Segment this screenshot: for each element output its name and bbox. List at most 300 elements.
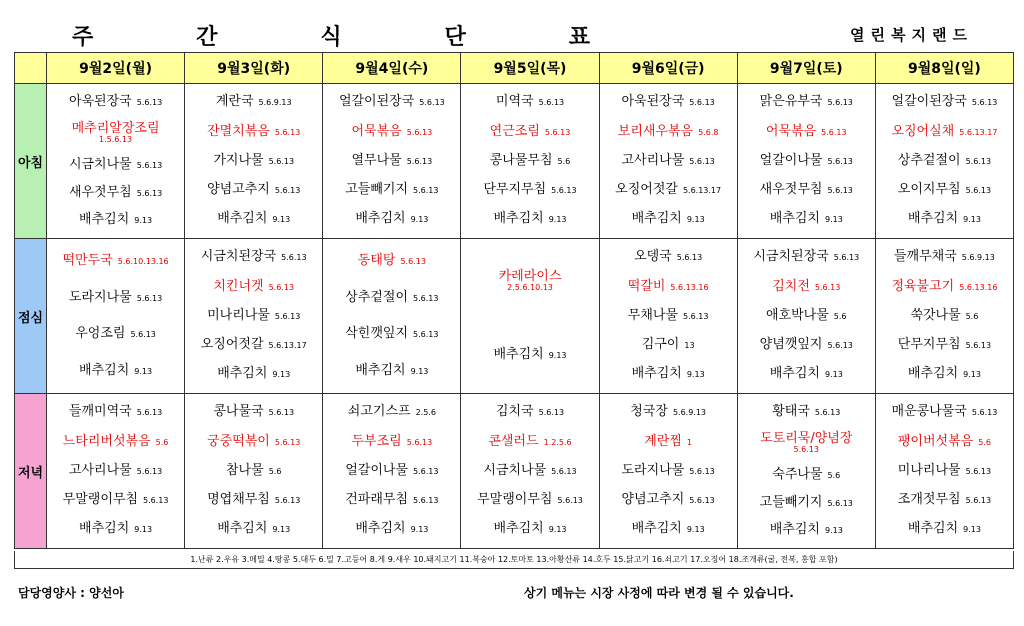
allergen-codes: 5.6.13 — [413, 466, 439, 476]
allergen-codes: 5.6.13 — [400, 257, 426, 267]
allergen-codes: 5.6.13.16 — [959, 282, 998, 292]
dish-item — [742, 309, 871, 323]
dish-list — [738, 396, 875, 546]
allergen-codes: 5.6.13 — [544, 127, 571, 137]
dish-name: 배추김치 — [355, 362, 406, 378]
dish-item — [880, 464, 1009, 478]
dish-name: 배추김치 — [79, 362, 130, 378]
allergen-codes: 5.6.13 — [965, 496, 992, 505]
allergen-codes: 5.6.13 — [274, 437, 301, 447]
dish-list — [461, 86, 598, 236]
menu-cell — [185, 394, 323, 549]
dish-item — [604, 250, 733, 264]
allergen-codes: 9.13 — [134, 216, 153, 226]
menu-cell — [599, 394, 737, 549]
dish-item — [189, 338, 318, 352]
dish-name: 조개젓무침 — [897, 492, 961, 507]
dish-name: 보리새우볶음 — [617, 123, 694, 139]
allergen-codes: 5.6.13 — [965, 186, 992, 195]
dish-list — [323, 241, 460, 391]
allergen-codes: 5.6.13 — [268, 282, 295, 292]
dish-list — [185, 241, 322, 391]
dish-name: 애호박나물 — [766, 307, 829, 323]
dish-item — [189, 154, 318, 168]
meal-label: 아침 — [15, 84, 47, 239]
dish-name: 단무지무침 — [897, 337, 961, 352]
main-dish-item — [189, 280, 318, 294]
organization-name: 열린복지랜드 — [850, 26, 973, 44]
dish-name: 무말랭이무침 — [477, 492, 553, 507]
allergen-codes: 5.6.13 — [406, 437, 433, 447]
dish-name: 삭힌깻잎지 — [345, 326, 409, 342]
dish-list — [461, 396, 598, 546]
dish-list — [738, 86, 875, 236]
allergen-codes: 5.6.10.13.16 — [117, 257, 169, 267]
allergen-codes: 5.6.13 — [413, 293, 439, 303]
dish-name: 고들빼기지 — [759, 494, 823, 510]
dish-name: 도토리묵/양념장 — [760, 431, 853, 446]
main-dish-item — [189, 125, 318, 139]
dish-item — [327, 212, 456, 226]
dish-list — [876, 396, 1013, 546]
dish-name: 배추김치 — [493, 346, 544, 362]
dish-item — [189, 250, 318, 264]
dish-list — [47, 396, 184, 546]
allergen-codes: 9.13 — [548, 215, 567, 225]
allergen-codes: 5.6.13.17 — [682, 186, 722, 195]
title-char: 단 — [444, 25, 468, 50]
allergen-codes: 5.6.13 — [965, 341, 992, 350]
dish-name: 명엽채무침 — [207, 492, 270, 507]
dish-item — [465, 212, 594, 226]
allergen-legend: 1.난류 2.우유 3.메밀 4.땅콩 5.대두 6.밀 7.고등어 8.게 9.새우 10.돼지고기 11.복숭아 12.토마토 13.아황산류 14.호두 15.닭고기 16.쇠고기 17.오징어 18.조개류(굴, 전복, 홍합 포함) — [14, 551, 1014, 569]
dish-item — [742, 405, 871, 419]
menu-cell — [599, 239, 737, 394]
dish-name: 계란국 — [215, 94, 254, 110]
dish-item — [51, 464, 180, 478]
dish-name: 고사리나물 — [68, 462, 132, 478]
allergen-codes: 5.6 — [965, 311, 979, 321]
allergen-codes: 5.6 — [827, 471, 841, 481]
allergen-codes: 9.13 — [963, 525, 981, 535]
dish-name: 새우젓무침 — [68, 184, 132, 200]
dish-name: 고사리나물 — [621, 152, 685, 168]
dish-item — [880, 183, 1009, 197]
dish-name: 배추김치 — [631, 521, 682, 537]
dish-item — [742, 95, 871, 109]
dish-item — [604, 212, 733, 226]
dish-name: 연근조림 — [489, 123, 540, 139]
allergen-codes: 5.6.13 — [413, 330, 439, 340]
dish-name: 메추리알장조림 — [71, 121, 160, 136]
dish-name: 오이지무침 — [897, 182, 961, 197]
allergen-codes: 5.6.13 — [821, 127, 847, 137]
dish-item — [880, 212, 1009, 226]
day-header: 9월3일(화) — [185, 53, 323, 84]
allergen-codes: 5.6.8 — [698, 127, 719, 137]
main-dish-item — [465, 125, 594, 139]
allergen-codes: 9.13 — [824, 215, 843, 225]
dish-item — [189, 309, 318, 323]
dish-name: 배추김치 — [217, 521, 268, 537]
dish-name: 배추김치 — [907, 366, 959, 382]
day-header: 9월4일(수) — [323, 53, 461, 84]
allergen-codes: 9.13 — [548, 525, 567, 535]
dish-item — [880, 522, 1009, 536]
dish-name: 정육불고기 — [891, 278, 955, 294]
dish-item — [742, 183, 871, 197]
meal-row — [15, 394, 1014, 549]
dish-name: 카레라이스 — [498, 269, 562, 285]
allergen-codes: 5.6.13 — [965, 466, 992, 476]
dish-name: 김구이 — [641, 337, 680, 352]
dish-item — [880, 367, 1009, 381]
dish-item — [465, 522, 594, 536]
allergen-codes: 5.6.13.17 — [268, 341, 307, 350]
dish-item — [465, 493, 594, 507]
dish-item — [51, 186, 180, 200]
dish-item — [604, 183, 733, 197]
dish-name: 양념고추지 — [621, 492, 685, 507]
main-dish-item — [880, 435, 1009, 449]
allergen-codes: 1 — [686, 437, 693, 447]
dish-name: 청국장 — [630, 404, 668, 420]
menu-cell — [185, 239, 323, 394]
allergen-codes: 5.6.13 — [406, 156, 433, 166]
title-char: 간 — [196, 25, 220, 50]
dish-name: 미나리나물 — [897, 462, 961, 478]
dish-item — [327, 464, 456, 478]
dish-item — [604, 493, 733, 507]
dish-item — [327, 364, 456, 378]
dish-name: 양념깻잎지 — [759, 337, 823, 352]
dish-item — [51, 95, 180, 109]
dish-name: 고들빼기지 — [345, 182, 409, 197]
menu-cell — [875, 394, 1013, 549]
dish-list — [185, 86, 322, 236]
dish-name: 느타리버섯볶음 — [62, 433, 151, 449]
allergen-codes: 9.13 — [686, 215, 705, 225]
dish-name: 떡갈비 — [627, 278, 666, 294]
allergen-codes: 1.2.5.6 — [543, 437, 572, 447]
allergen-codes: 9.13 — [686, 525, 705, 535]
allergen-codes: 9.13 — [410, 215, 429, 225]
allergen-codes: 5.6.13 — [551, 466, 577, 476]
dish-name: 동태탕 — [357, 253, 396, 269]
menu-cell — [461, 84, 599, 239]
menu-cell — [599, 84, 737, 239]
dish-list — [47, 241, 184, 391]
dish-name: 참나물 — [226, 462, 264, 478]
dish-name: 배추김치 — [907, 211, 959, 227]
allergen-codes: 5.6.13 — [827, 98, 853, 108]
dish-name: 배추김치 — [907, 521, 959, 537]
allergen-codes: 5.6.13 — [689, 156, 715, 166]
dish-name: 단무지무침 — [483, 182, 547, 197]
dish-name: 쇠고기스프 — [347, 404, 411, 420]
allergen-codes: 9.13 — [686, 370, 705, 380]
meal-label: 점심 — [15, 239, 47, 394]
menu-cell — [323, 394, 461, 549]
dish-item — [742, 468, 871, 482]
dish-item — [465, 348, 594, 362]
dish-name: 가지나물 — [213, 152, 264, 168]
dish-name: 배추김치 — [355, 211, 406, 227]
dish-item — [327, 95, 456, 109]
dish-item — [465, 95, 594, 109]
dish-item — [880, 338, 1009, 352]
allergen-codes: 9.13 — [272, 370, 291, 380]
dish-name: 콘샐러드 — [488, 433, 539, 449]
dish-item — [604, 154, 733, 168]
allergen-codes: 5.6.13 — [965, 156, 992, 166]
allergen-codes: 5.6.13 — [538, 98, 565, 108]
dish-list — [738, 241, 875, 391]
allergen-codes: 5.6.13 — [130, 330, 156, 340]
main-dish-item — [742, 125, 871, 139]
main-dish-item — [189, 435, 318, 449]
dish-name: 배추김치 — [79, 521, 130, 537]
dish-item — [880, 405, 1009, 419]
allergen-codes: 5.6.13 — [814, 407, 841, 417]
dish-item — [465, 154, 594, 168]
dish-item — [327, 327, 456, 341]
menu-cell — [323, 84, 461, 239]
allergen-codes: 5.6.13 — [136, 466, 163, 476]
main-dish-item — [51, 435, 180, 449]
menu-cell — [461, 394, 599, 549]
dish-list — [323, 396, 460, 546]
dish-item — [465, 405, 594, 419]
allergen-codes: 5.6.13.17 — [959, 127, 998, 137]
allergen-codes: 5.6.13 — [557, 496, 583, 505]
allergen-codes: 5.6.13 — [136, 97, 163, 107]
dish-item — [604, 95, 733, 109]
menu-cell — [737, 84, 875, 239]
allergen-codes: 9.13 — [410, 525, 429, 535]
dish-list — [876, 86, 1013, 236]
allergen-codes: 5.6.9.13 — [258, 98, 292, 108]
menu-cell — [323, 239, 461, 394]
dish-name: 콩나물무침 — [489, 152, 553, 168]
dish-item — [742, 338, 871, 352]
dish-name: 배추김치 — [217, 211, 268, 227]
main-dish-item — [465, 270, 594, 293]
dish-name: 시금치나물 — [68, 157, 132, 173]
dish-item — [604, 309, 733, 323]
allergen-codes: 5.6.13 — [274, 127, 301, 137]
allergen-codes: 5.6.13 — [971, 408, 998, 418]
allergen-codes: 5.6.13 — [274, 186, 301, 195]
dish-item — [880, 95, 1009, 109]
main-dish-item — [327, 254, 456, 268]
menu-cell — [47, 394, 185, 549]
dish-name: 들깨미역국 — [68, 404, 132, 420]
dish-item — [51, 493, 180, 507]
title-char: 식 — [320, 25, 344, 50]
dish-name: 숙주나물 — [772, 467, 823, 483]
dish-name: 배추김치 — [217, 366, 268, 382]
dish-item — [189, 464, 318, 478]
menu-title — [72, 20, 592, 50]
dish-name: 쑥갓나물 — [910, 307, 961, 323]
dish-name: 오징어젓갈 — [615, 182, 678, 197]
allergen-codes: 5.6.13 — [406, 127, 433, 137]
dish-item — [742, 250, 871, 264]
allergen-codes: 5.6.13 — [833, 253, 860, 263]
dish-list — [461, 241, 598, 391]
dish-item — [327, 183, 456, 197]
dish-item — [51, 158, 180, 172]
main-dish-item — [880, 125, 1009, 139]
menu-change-note: 상기 메뉴는 시장 사정에 따라 변경 될 수 있습니다. — [524, 586, 794, 600]
weekly-menu-table — [14, 52, 1014, 549]
allergen-codes: 5.6.13 — [551, 186, 577, 195]
main-dish-item — [742, 280, 871, 294]
title-char: 표 — [568, 25, 592, 50]
dish-item — [51, 364, 180, 378]
meal-row — [15, 239, 1014, 394]
dish-name: 얼갈이된장국 — [891, 94, 967, 110]
dish-item — [189, 493, 318, 507]
dish-item — [189, 522, 318, 536]
allergen-codes: 9.13 — [272, 525, 291, 535]
menu-cell — [737, 239, 875, 394]
dish-name: 미나리나물 — [207, 307, 270, 323]
dish-name: 도라지나물 — [68, 289, 132, 305]
dish-item — [51, 405, 180, 419]
main-dish-item — [604, 435, 733, 449]
dish-item — [604, 405, 733, 419]
dish-item — [742, 367, 871, 381]
day-header: 9월5일(목) — [461, 53, 599, 84]
dish-name: 오뎅국 — [634, 249, 672, 265]
dish-item — [51, 213, 180, 227]
main-dish-item — [742, 432, 871, 455]
allergen-codes: 5.6.13 — [538, 408, 565, 418]
dish-item — [189, 95, 318, 109]
dish-name: 배추김치 — [355, 521, 406, 537]
corner-cell — [15, 53, 47, 84]
main-dish-item — [880, 280, 1009, 294]
dish-item — [604, 338, 733, 352]
dish-name: 양념고추지 — [207, 182, 270, 197]
allergen-codes: 5.6.13 — [827, 498, 853, 508]
menu-cell — [461, 239, 599, 394]
allergen-codes: 5.6 — [833, 311, 847, 321]
allergen-codes: 5.6.13 — [689, 496, 715, 505]
dish-name: 떡만두국 — [62, 253, 113, 269]
dish-item — [880, 309, 1009, 323]
allergen-codes: 5.6.13 — [281, 253, 307, 263]
allergen-codes: 9.13 — [410, 366, 429, 376]
allergen-codes: 5.6.13 — [143, 496, 169, 505]
allergen-codes: 5.6.13 — [827, 156, 853, 166]
menu-cell — [737, 394, 875, 549]
dish-list — [600, 86, 737, 236]
allergen-codes: 5.6.13 — [827, 341, 853, 350]
allergen-codes: 5.6 — [557, 156, 571, 166]
dish-name: 얼갈이나물 — [759, 152, 823, 168]
dish-list — [600, 241, 737, 391]
dish-item — [604, 464, 733, 478]
dish-name: 김치전 — [772, 278, 810, 294]
allergen-codes: 5.6.13 — [413, 186, 439, 195]
dish-list — [600, 396, 737, 546]
meal-row — [15, 84, 1014, 239]
menu-cell — [875, 239, 1013, 394]
allergen-codes: 5.6.13 — [274, 311, 301, 321]
dish-name: 배추김치 — [631, 211, 682, 227]
dish-name: 잔멸치볶음 — [207, 123, 270, 139]
dish-name: 황태국 — [772, 403, 810, 419]
dish-list — [876, 241, 1013, 391]
dish-name: 새우젓무침 — [759, 182, 823, 197]
day-header-row — [15, 53, 1014, 84]
allergen-codes: 9.13 — [824, 370, 843, 380]
allergen-codes: 5.6 — [268, 466, 282, 476]
dish-item — [465, 183, 594, 197]
title-char: 주 — [72, 25, 96, 50]
dish-item — [51, 291, 180, 305]
allergen-codes: 9.13 — [548, 350, 567, 360]
dish-name: 상추겉절이 — [897, 152, 961, 168]
dish-item — [327, 291, 456, 305]
allergen-codes: 5.6.9.13 — [672, 408, 707, 418]
dish-name: 어묵볶음 — [765, 123, 817, 139]
dish-item — [51, 522, 180, 536]
dish-name: 배추김치 — [493, 211, 544, 227]
allergen-codes: 5.6.13 — [268, 156, 295, 166]
allergen-codes: 5.6.13 — [419, 98, 445, 108]
allergen-codes: 5.6.13.16 — [670, 282, 709, 292]
day-header: 9월8일(일) — [875, 53, 1013, 84]
allergen-codes: 5.6 — [155, 437, 169, 447]
dish-item — [189, 405, 318, 419]
allergen-codes: 5.6.13 — [136, 188, 163, 198]
dish-name: 어묵볶음 — [351, 123, 402, 139]
day-header: 9월7일(토) — [737, 53, 875, 84]
dish-name: 배추김치 — [769, 522, 820, 538]
allergen-codes: 5.6.13 — [136, 408, 163, 418]
dish-name: 계란찜 — [644, 433, 682, 449]
allergen-codes: 5.6.13 — [136, 161, 163, 171]
menu-cell — [47, 84, 185, 239]
dish-name: 무채나물 — [627, 307, 679, 323]
dish-item — [189, 212, 318, 226]
allergen-codes: 5.6.9.13 — [961, 253, 995, 263]
dish-item — [880, 493, 1009, 507]
allergen-codes: 5.6.13 — [971, 98, 998, 108]
dish-name: 얼갈이나물 — [345, 462, 409, 478]
dish-name: 건파래무침 — [345, 492, 409, 507]
main-dish-item — [327, 435, 456, 449]
dish-name: 배추김치 — [631, 366, 682, 382]
menu-cell — [185, 84, 323, 239]
dish-name: 팽이버섯볶음 — [897, 433, 974, 449]
allergen-codes: 5.6.13 — [793, 445, 819, 455]
allergen-codes: 5.6.13 — [827, 186, 853, 195]
dish-name: 오징어실채 — [891, 123, 955, 139]
allergen-codes: 9.13 — [963, 215, 981, 225]
dish-item — [880, 154, 1009, 168]
allergen-codes: 5.6.13 — [268, 408, 295, 418]
dish-name: 우엉조림 — [75, 326, 126, 342]
allergen-codes: 5.6.13 — [136, 293, 163, 303]
allergen-codes: 5.6.13 — [413, 496, 439, 505]
allergen-codes: 9.13 — [272, 215, 291, 225]
meal-label: 저녁 — [15, 394, 47, 549]
